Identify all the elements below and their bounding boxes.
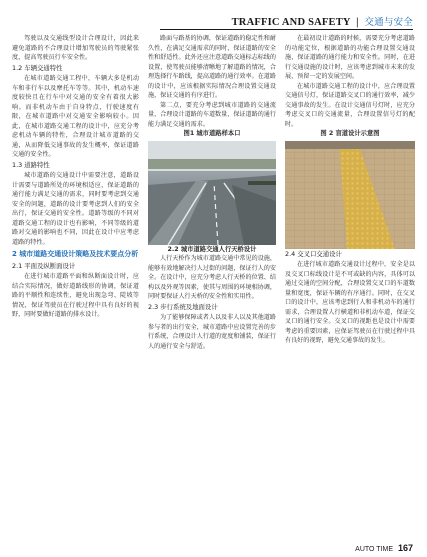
paragraph: 城市道路的交通设计中需要注意，道路设计需要与道路所处的环境相适应，保证道路的通行能力满足交通的需求，同时要考虑到交通安全的问题，道路的设计要考虑到人们的安全出行，保证交通的安全性。道路等级的不同对道路交通工程的设计也有影响，不同等级的道路对交通的影响也不同，因此在设计中应考虑道路的特性。 — [12, 172, 139, 246]
column-1 — [12, 34, 139, 539]
column-3 — [285, 34, 415, 539]
subheading-1-2: 1.2 车辆交通特性 — [12, 63, 63, 72]
figure-2-title: 图 2 盲道设计示意图 — [320, 130, 380, 137]
page-header — [0, 10, 427, 32]
paragraph: 人行天桥作为城市道路交通中常见的设施，能够有效地解决行人过街的问题，保证行人的安全。在设计中，应充分考虑人行天桥的位置、结构以及外观等因素，使其与周围的环境相协调，同时要保证人行天桥的安全性和实用性。 — [148, 255, 276, 300]
paragraph: 第二点，要充分考虑到城市道路的交通流量，合理设计道路的车道数量，保证道路的通行能力满足交通的需求。 — [148, 101, 276, 128]
paragraph: 为了能够保障或者人以及非人以及其他道路参与者的出行安全，城市道路中应设置完善的步行系统，合理设计人行道的宽度和铺装，保证行人的通行安全与舒适。 — [148, 314, 276, 350]
magazine-name: AUTO TIME — [355, 546, 394, 553]
subheading-1-3: 1.3 道路特性 — [12, 160, 50, 169]
paragraph: 在进行城市道路交通设计过程中，安全是以及交叉口标线设计是不可或缺的内容，具体可以通过交通的空间分配，合理设置交叉口的车道数量和宽度，保证车辆的有序通行。同时，在交叉口的设计中，应该考虑到行人和非机动车的通行需求，合理设置人行横道和非机动车道，保证交叉口的通行安全。交叉口的视距也是设计中需要考虑的重要因素，应保证驾驶员在行驶过程中具有良好的视野，避免交通事故的发生。 — [285, 261, 415, 344]
figure-2-photo — [285, 141, 415, 249]
figure-2-caption: 2.2 城市道路交通人行天桥设计 — [167, 245, 257, 253]
paragraph: 在城市道路交通工程的设计中，应合理设置交通信号灯，保证道路交叉口的通行效率，减少交通事故的发生。在设计交通信号灯时，应充分考虑交叉口的交通流量，合理设置信号灯的配时。 — [285, 82, 415, 128]
subheading-2-1: 2.1 平面及纵断面设计 — [12, 261, 76, 270]
paragraph: 驾驶以及交通线型设计合理设计，因此来避免道路的不合理设计增加驾驶员的驾驶紧张度，提高驾驶员行车安全性。 — [12, 35, 139, 61]
article-body — [12, 34, 415, 539]
tactile-paving-image — [285, 141, 415, 249]
section-heading-2: 2 城市道路交通设计策略及技术要点分析 — [12, 250, 139, 258]
figure-1-photo — [148, 141, 276, 245]
paragraph: 在最初设计道路的时候，需要充分考虑道路的功能定位，根据道路的功能合理设置交通设施，保证道路的通行能力和安全性。同时，在进行交通设施的设计时，应该考虑到城市未来的发展，预留一定的发展空间。 — [285, 35, 415, 80]
title-separator: | — [356, 17, 359, 28]
column-2 — [148, 34, 276, 539]
subheading-2-4: 2.4 交叉口交通设计 — [285, 249, 342, 258]
section-title — [232, 14, 413, 28]
page-number: 167 — [397, 543, 413, 553]
section-title-cn: 交通与安全 — [364, 17, 413, 28]
figure-1-caption: 图1 城市道路样本口 — [183, 130, 241, 137]
paragraph: 路面与路基的协调，保证道路的稳定性和耐久性，在满足交通需求的同时，保证道路的安全性和舒适性。此外还应注意道路交通标志标线的设置，使驾驶员能够清晰地了解道路的情况，合理选择行车路线，提高道路的通行效率。在道路的设计中，应该根据实际情况合理设置交通设施，保证交通的有序进行。 — [148, 35, 276, 99]
header-rule — [160, 29, 413, 30]
road-photo-image — [148, 141, 276, 245]
section-title-en: TRAFFIC AND SAFETY — [231, 17, 351, 28]
page-footer — [355, 543, 413, 553]
paragraph: 在进行城市道路平面和纵断面设计时，应结合实际情况，做好道路线形的协调，保证道路的平顺性和连续性，避免出现急弯、陡坡等情况，保证驾驶员在行驶过程中具有良好的视野，同时要做好道路的排水设计。 — [12, 273, 139, 318]
subheading-2-3: 2.3 步行系统及地面设计 — [148, 302, 218, 311]
paragraph: 在城市道路交通工程中，车辆大多是机动车和非行车以及摩托车等等。其中，机动车速度较快且在行车中对交通的安全有着很大影响。而非机动车由于自身特点，行驶速度有限，在城市道路中对交通安全影响较小。因此，在城市道路交通工程的设计中，应充分考虑机动车辆的特性，合理设计城市道路的交通，从而降低交通事故的发生概率，保证道路交通的安全性。 — [12, 75, 139, 158]
